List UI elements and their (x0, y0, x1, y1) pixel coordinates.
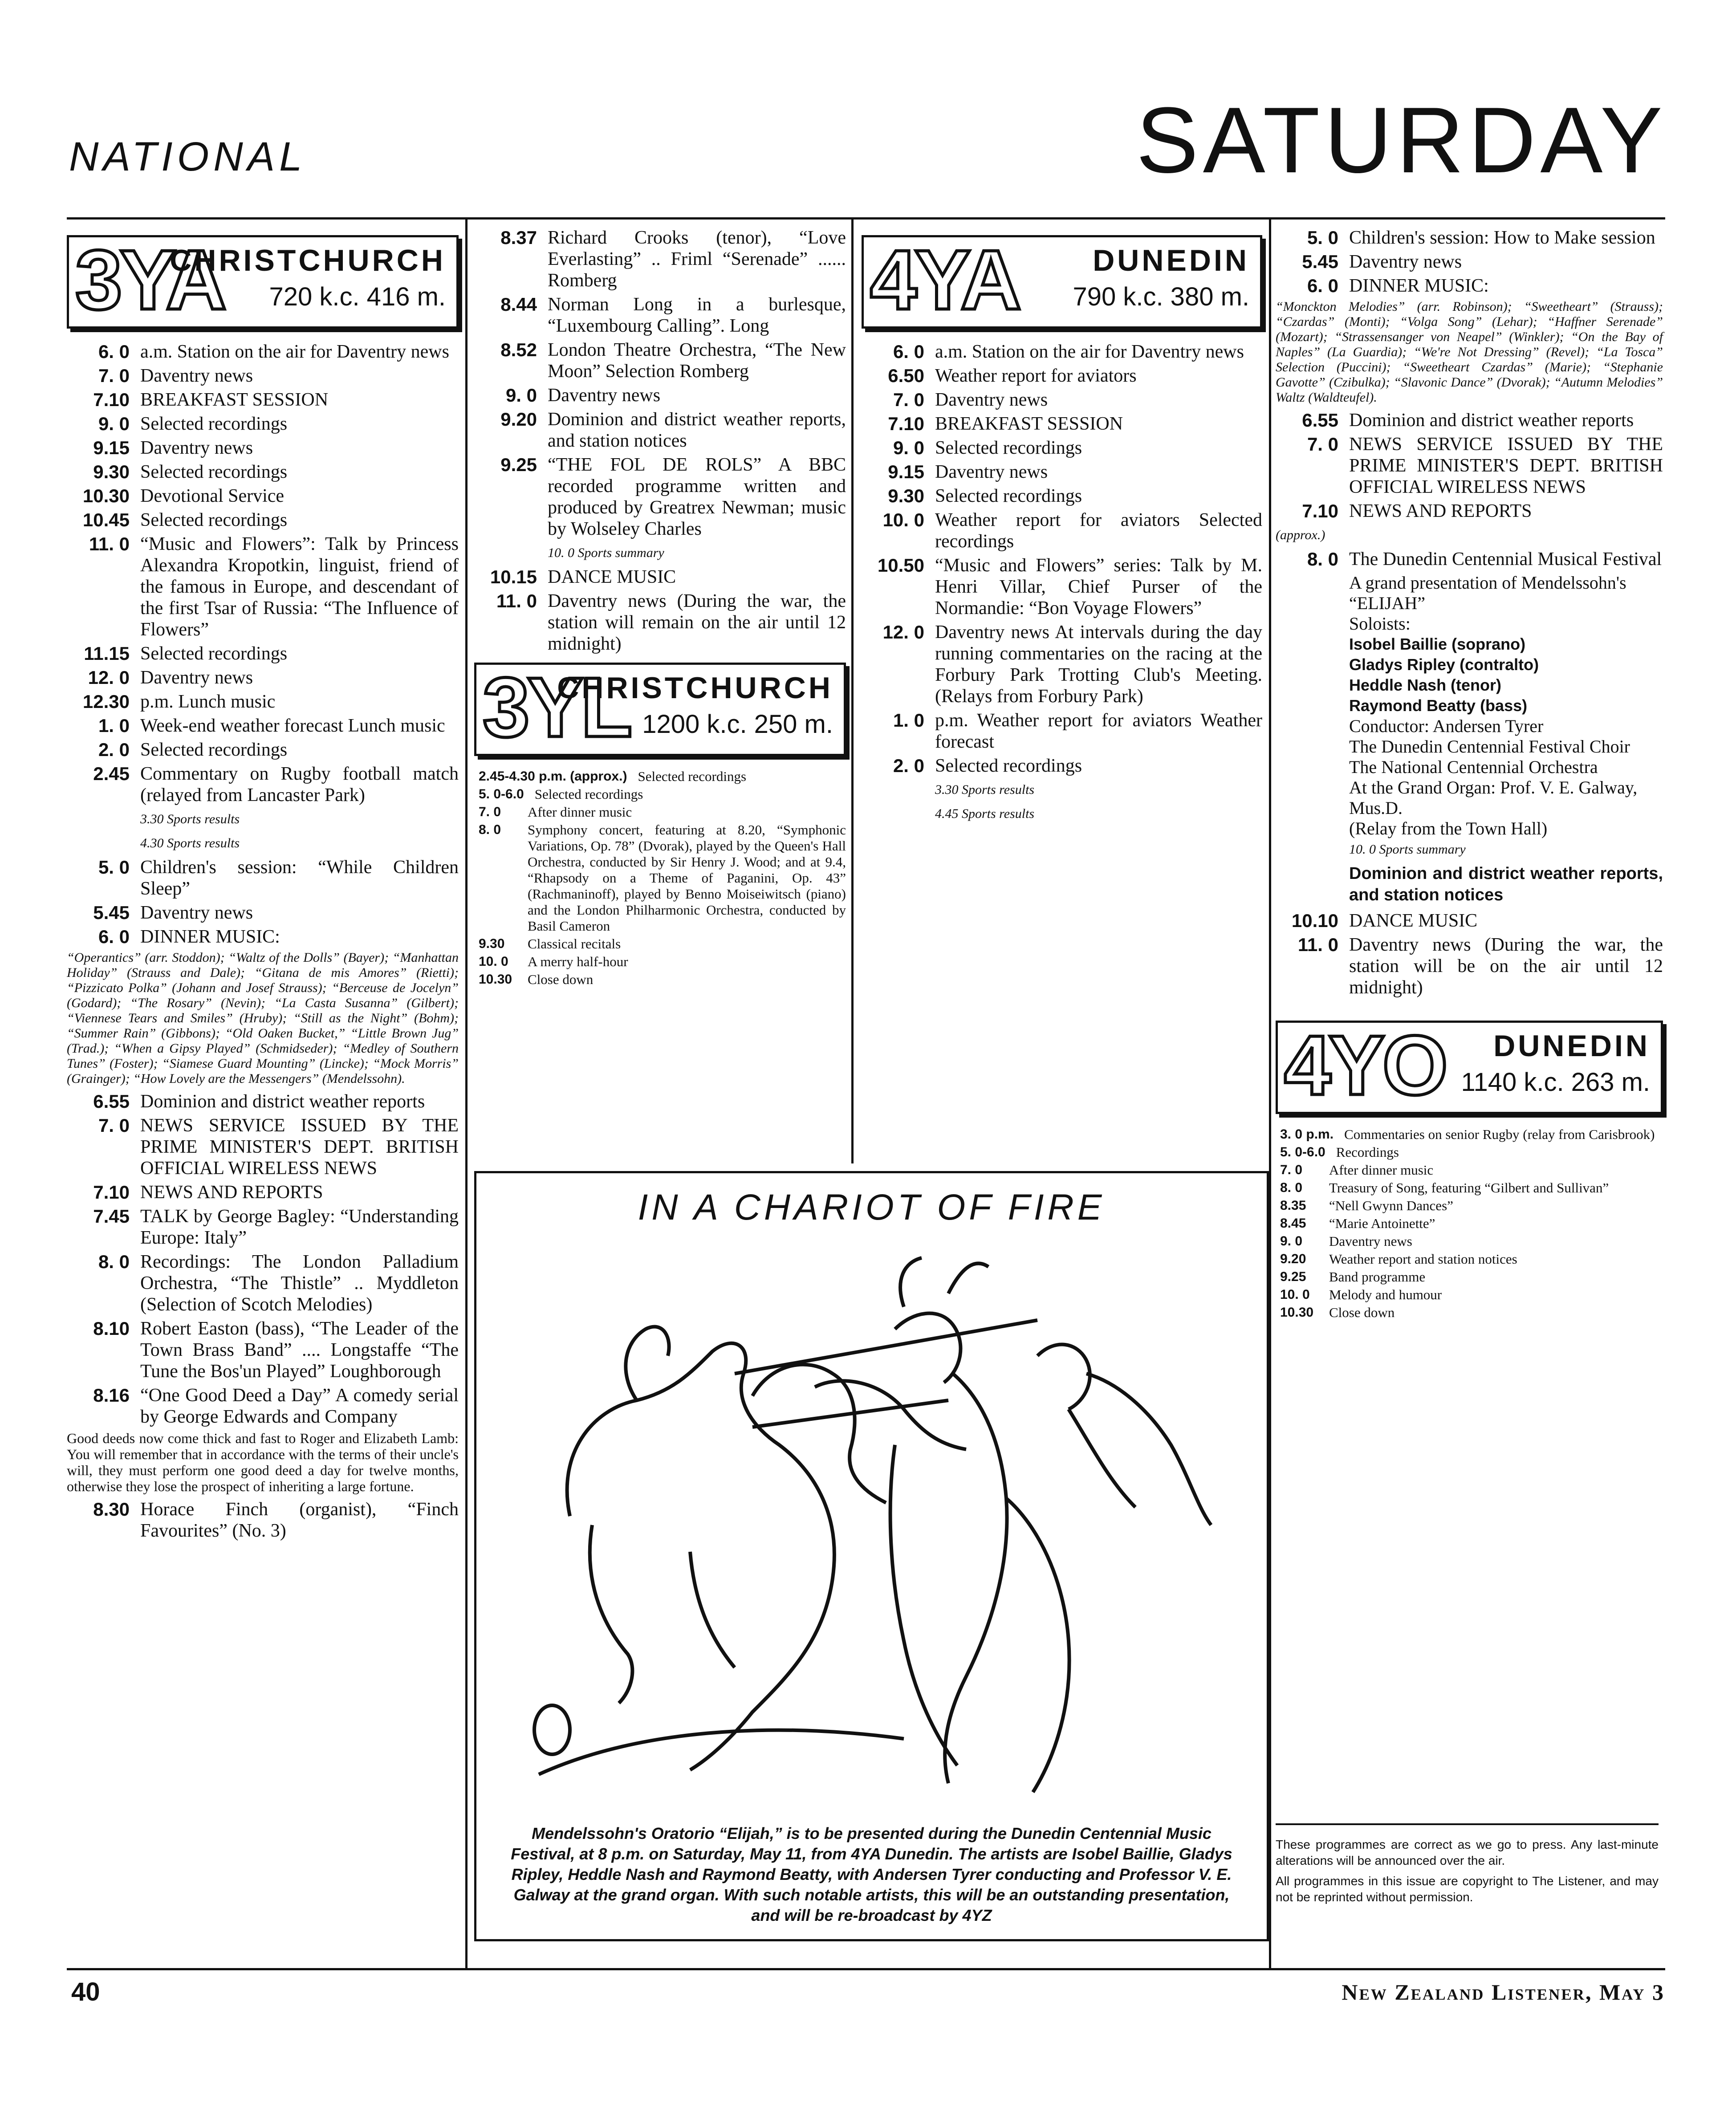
schedule-row (1276, 549, 1663, 570)
schedule-time: 5. 0 (1307, 227, 1338, 248)
schedule-description: A merry half-hour (528, 954, 628, 969)
sports-note: 4.30 Sports results (140, 836, 240, 850)
sports-note: 3.30 Sports results (935, 782, 1035, 797)
schedule-description: Daventry news (140, 903, 253, 923)
schedule-description: DANCE MUSIC (548, 567, 676, 587)
station-call: 3YL (483, 660, 630, 755)
schedule-row (862, 509, 1262, 552)
schedule-description: After dinner music (528, 804, 632, 820)
station-box-3ya (67, 235, 459, 329)
schedule-list (67, 857, 459, 948)
schedule-time: 8. 0 (1307, 549, 1338, 569)
schedule-row (67, 739, 459, 761)
schedule-time: 10.30 (82, 485, 130, 506)
sports-note: 10. 0 Sports summary (1349, 842, 1466, 857)
schedule-description: Dominion and district weather reports, and station notices (548, 409, 846, 451)
schedule-time: 7.45 (93, 1206, 130, 1227)
schedule-description: Daventry news (1329, 1233, 1412, 1249)
schedule-time: 8.44 (500, 294, 537, 315)
schedule-time: 2. 0 (893, 755, 924, 776)
schedule-description: Weather report for aviators Selected recordings (935, 510, 1262, 552)
schedule-time: 7.10 (93, 1182, 130, 1203)
schedule-time: 8.52 (500, 339, 537, 360)
schedule-description: Treasury of Song, featuring “Gilbert and Sullivan” (1329, 1180, 1609, 1196)
schedule-description: Daventry news (935, 390, 1048, 410)
schedule-time: 5.45 (93, 902, 130, 923)
schedule-description: Dominion and district weather reports (1349, 410, 1634, 431)
schedule-description: NEWS AND REPORTS (140, 1182, 323, 1203)
festival-line: Raymond Beatty (bass) (1349, 696, 1528, 715)
dinner-music-list: “Operantics” (arr. Stoddon); “Waltz of the Dolls” (Bayer); “Manhattan Holiday” (Strauss and Dale); “Gitana de mis Amores” (Rietti); “Pizzicato Polka” (Johann and Josef Strauss); “Berceuse de Jocelyn” (Godard); “The Rosary” (Nevin); “La Casta Susanna” (Gilbert); “Viennese Tears and Smiles” (Hruby); “Still as the Night” (Bohm); “Summer Rain” (Gibbons); “Old Oaken Bucket,” “Little Brown Jug” (Trad.); “When a Gipsy Played” (Schmidseder); “Medley of Southern Tunes” (Foster); “Siamese Guard Mounting” (Lincke); “Mock Morris” (Grainger); “How Lovely are the Messengers” (Mendelssohn). (67, 950, 459, 1086)
schedule-row (1276, 1305, 1663, 1321)
festival-line: The National Centennial Orchestra (1349, 757, 1598, 777)
schedule-time: 12. 0 (882, 622, 924, 643)
schedule-description: Commentary on Rugby football match (relayed from Lancaster Park) (140, 764, 459, 805)
sports-note: 3.30 Sports results (140, 812, 240, 826)
schedule-row (67, 1115, 459, 1179)
schedule-time: 7. 0 (1280, 1163, 1303, 1177)
schedule-description: Recordings: The London Palladium Orchestra, “The Thistle” .. Myddleton (Selection of Scotch Melodies) (140, 1252, 459, 1315)
schedule-time: 9.20 (1280, 1252, 1306, 1266)
schedule-description: “Marie Antoinette” (1329, 1216, 1435, 1231)
schedule-row (1276, 1162, 1663, 1178)
schedule-description: Recordings (1336, 1144, 1399, 1160)
schedule-row (67, 461, 459, 483)
schedule-row (67, 533, 459, 640)
schedule-list (67, 1091, 459, 1428)
schedule-description: Daventry news (140, 438, 253, 458)
illustration-title: IN A CHARIOT OF FIRE (638, 1187, 1106, 1228)
schedule-time: 10. 0 (1280, 1287, 1310, 1302)
station-frequency: 1200 k.c. 250 m. (642, 710, 833, 739)
schedule-row (474, 954, 846, 970)
schedule-row (1276, 1216, 1663, 1232)
schedule-description: Daventry news (140, 366, 253, 386)
column-divider-2 (851, 217, 854, 1163)
schedule-description: Symphony concert, featuring at 8.20, “Symphonic Variations, Op. 78” (Dvorak), played by the Queen's Hall Orchestra, conducted by Sir Henry J. Wood; and at 9.4, “Rhapsody on a Theme of Paganini, Op. 43” (Rachmaninoff), played by Benno Moiseiwitsch (piano) and the London Philharmonic Orchestra, conducted by Basil Cameron (528, 822, 846, 934)
schedule-description: DINNER MUSIC: (1349, 276, 1489, 296)
schedule-description: Daventry news (During the war, the station will be on the air until 12 midnight) (1349, 935, 1663, 998)
schedule-description: a.m. Station on the air for Daventry news (140, 342, 449, 362)
schedule-row (862, 461, 1262, 483)
schedule-description: a.m. Station on the air for Daventry news (935, 342, 1244, 362)
copyright-note: All programmes in this issue are copyright to The Listener, and may not be reprinted without permission. (1276, 1874, 1659, 1904)
copyright-notice (1276, 1837, 1659, 1905)
schedule-row (862, 755, 1262, 777)
schedule-description: Selected recordings (935, 756, 1082, 776)
schedule-row (862, 555, 1262, 619)
schedule-time: 10. 0 (479, 954, 508, 969)
schedule-row (67, 715, 459, 736)
schedule-time: 9. 0 (505, 385, 537, 406)
schedule-description: Dominion and district weather reports (140, 1091, 425, 1112)
schedule-description: After dinner music (1329, 1162, 1434, 1178)
schedule-time: 6.50 (888, 365, 924, 386)
schedule-description: p.m. Weather report for aviators Weather forecast (935, 710, 1262, 752)
schedule-description: Selected recordings (935, 438, 1082, 458)
schedule-row (67, 926, 459, 948)
schedule-time: 10.30 (1280, 1305, 1314, 1320)
station-box-4ya (862, 235, 1262, 329)
schedule-row (862, 485, 1262, 507)
station-city: DUNEDIN (1093, 244, 1249, 277)
day-heading: SATURDAY (1136, 88, 1667, 192)
schedule-row (1276, 1198, 1663, 1214)
schedule-description: Selected recordings (140, 462, 288, 482)
station-frequency: 790 k.c. 380 m. (1073, 282, 1249, 311)
column-4ya-cont (1276, 227, 1663, 1322)
schedule-row (474, 339, 846, 382)
schedule-row (67, 857, 459, 899)
schedule-time: 5. 0-6.0 (479, 787, 524, 801)
schedule-time: 3. 0 p.m. (1280, 1127, 1334, 1142)
schedule-description: Classical recitals (528, 936, 621, 952)
schedule-description: Selected recordings (638, 769, 747, 784)
schedule-description: Children's session: “While Children Sleep” (140, 857, 459, 899)
schedule-description: Horace Finch (organist), “Finch Favourites” (No. 3) (140, 1499, 459, 1541)
schedule-time: 9.15 (93, 437, 130, 458)
schedule-description: p.m. Lunch music (140, 691, 276, 712)
network-heading: NATIONAL (69, 134, 307, 179)
festival-line: At the Grand Organ: Prof. V. E. Galway, Mus.D. (1349, 777, 1638, 818)
festival-details (1276, 573, 1663, 839)
schedule-row (67, 691, 459, 712)
serial-description: Good deeds now come thick and fast to Roger and Elizabeth Lamb: You will remember that in accordance with the terms of their uncle's will, they must perform one good deed a day for twelve months, otherwise they lose the prospect of inheriting a large fortune. (67, 1430, 459, 1494)
schedule-description: Melody and humour (1329, 1287, 1442, 1302)
schedule-description: Commentaries on senior Rugby (relay from Carisbrook) (1344, 1127, 1655, 1142)
publication-line: New Zealand Listener, May 3 (1342, 1980, 1665, 2005)
schedule-time: 8.37 (500, 227, 537, 248)
top-rule (67, 217, 1665, 220)
schedule-row (1276, 910, 1663, 931)
schedule-list (67, 341, 459, 806)
schedule-time: 7.10 (888, 413, 924, 434)
schedule-row (474, 972, 846, 988)
schedule-row (67, 365, 459, 386)
schedule-time: 5.45 (1302, 251, 1338, 272)
schedule-row (67, 902, 459, 923)
schedule-row (67, 763, 459, 806)
schedule-time: 7. 0 (98, 365, 130, 386)
schedule-row (474, 936, 846, 952)
schedule-row (1276, 1144, 1663, 1160)
schedule-time: 2.45-4.30 p.m. (approx.) (479, 769, 627, 784)
footnote-rule (1276, 1823, 1659, 1825)
schedule-time: 10.15 (490, 566, 537, 587)
schedule-time: 6.55 (1302, 410, 1338, 431)
schedule-row (862, 341, 1262, 362)
schedule-row (1276, 434, 1663, 498)
schedule-time: 6. 0 (98, 341, 130, 362)
schedule-list (474, 566, 846, 655)
schedule-row (67, 1182, 459, 1203)
festival-line: Isobel Baillie (soprano) (1349, 635, 1526, 653)
approx-note: (approx.) (1276, 528, 1325, 542)
festival-line: The Dunedin Centennial Festival Choir (1349, 736, 1630, 756)
schedule-description: “THE FOL DE ROLS” A BBC recorded programme written and produced by Greatrex Newman; music by Wolseley Charles (548, 455, 846, 539)
schedule-description: Close down (1329, 1305, 1395, 1320)
station-box-4yo (1276, 1018, 1663, 1114)
schedule-description: Daventry news (935, 462, 1048, 482)
schedule-description: Band programme (1329, 1269, 1426, 1285)
schedule-description: Devotional Service (140, 486, 285, 506)
schedule-list (1276, 227, 1663, 297)
schedule-description: Close down (528, 972, 594, 987)
schedule-description: Norman Long in a burlesque, “Luxembourg Calling”. Long (548, 294, 846, 336)
schedule-time: 10.10 (1291, 910, 1338, 931)
schedule-time: 9.20 (500, 409, 537, 430)
schedule-time: 6. 0 (893, 341, 924, 362)
schedule-description: NEWS SERVICE ISSUED BY THE PRIME MINISTER'S DEPT. BRITISH OFFICIAL WIRELESS NEWS (1349, 434, 1663, 497)
schedule-time: 8. 0 (479, 822, 501, 837)
schedule-time: 11. 0 (496, 590, 537, 611)
schedule-time: 10.30 (479, 972, 512, 987)
schedule-list (474, 227, 846, 540)
schedule-description: Daventry news At intervals during the day running commentaries on the racing at the Forbury Park Trotting Club's Meeting. (Relays from Forbury Park) (935, 622, 1262, 707)
schedule-row (1276, 275, 1663, 297)
schedule-row (67, 1251, 459, 1315)
schedule-row (862, 365, 1262, 386)
station-city: CHRISTCHURCH (170, 244, 446, 277)
schedule-row (474, 566, 846, 588)
schedule-description: DANCE MUSIC (1349, 911, 1478, 931)
station-frequency: 720 k.c. 416 m. (269, 282, 446, 311)
schedule-description: “Music and Flowers”: Talk by Princess Alexandra Kropotkin, linguist, friend of the famous in Europe, and descendant of the first Tsar of Russia: “The Influence of Flowers” (140, 534, 459, 640)
schedule-row (1276, 1127, 1663, 1143)
schedule-time: 7. 0 (893, 389, 924, 410)
schedule-description: NEWS SERVICE ISSUED BY THE PRIME MINISTER'S DEPT. BRITISH OFFICIAL WIRELESS NEWS (140, 1115, 459, 1179)
schedule-time: 10.45 (82, 509, 130, 530)
column-4ya (862, 227, 1262, 827)
schedule-time: 6. 0 (98, 926, 130, 947)
schedule-time: 5. 0-6.0 (1280, 1145, 1325, 1159)
schedule-list (67, 1499, 459, 1541)
schedule-time: 8. 0 (1280, 1180, 1303, 1195)
schedule-description: Selected recordings (935, 486, 1082, 506)
schedule-time: 11.15 (84, 643, 130, 664)
schedule-list (1276, 1127, 1663, 1321)
schedule-time: 9.30 (479, 936, 505, 951)
schedule-description: Daventry news (During the war, the station will remain on the air until 12 midnight) (548, 591, 846, 654)
schedule-time: 2. 0 (98, 739, 130, 760)
schedule-time: 7. 0 (98, 1115, 130, 1136)
schedule-time: 9. 0 (98, 413, 130, 434)
schedule-description: Daventry news (140, 667, 253, 688)
schedule-time: 5. 0 (98, 857, 130, 878)
festival-line: Soloists: (1349, 614, 1411, 634)
station-call: 3YA (75, 233, 224, 327)
festival-line: Gladys Ripley (contralto) (1349, 655, 1539, 674)
schedule-time: 11. 0 (89, 533, 130, 554)
schedule-row (1276, 1269, 1663, 1285)
station-city: CHRISTCHURCH (557, 671, 833, 705)
weather-notice: Dominion and district weather reports, and station notices (1349, 864, 1663, 904)
schedule-row (474, 294, 846, 337)
schedule-row (67, 667, 459, 688)
schedule-row (474, 786, 846, 802)
schedule-time: 9. 0 (1280, 1234, 1303, 1249)
schedule-description: Children's session: How to Make session (1349, 228, 1655, 248)
schedule-time: 10.50 (877, 555, 924, 576)
schedule-description: Week-end weather forecast Lunch music (140, 716, 445, 736)
schedule-row (862, 413, 1262, 435)
schedule-list (474, 769, 846, 988)
schedule-row (474, 227, 846, 291)
schedule-row (67, 437, 459, 459)
column-3ya (67, 227, 459, 1544)
schedule-row (1276, 1251, 1663, 1267)
schedule-time: 8. 0 (98, 1251, 130, 1272)
schedule-time: 8.30 (93, 1499, 130, 1520)
schedule-time: 9. 0 (893, 437, 924, 458)
schedule-row (474, 822, 846, 934)
schedule-row (67, 1206, 459, 1249)
festival-line: A grand presentation of Mendelssohn's “ELIJAH” (1349, 573, 1626, 613)
schedule-row (1276, 934, 1663, 998)
illustration-box (474, 1171, 1269, 1941)
schedule-time: 12.30 (82, 691, 130, 712)
schedule-row (474, 804, 846, 820)
schedule-time: 7.10 (1302, 500, 1338, 521)
schedule-row (1276, 1180, 1663, 1196)
schedule-description: NEWS AND REPORTS (1349, 501, 1532, 521)
schedule-row (1276, 227, 1663, 248)
schedule-time: 9.30 (888, 485, 924, 506)
schedule-row (1276, 500, 1663, 522)
schedule-list (1276, 410, 1663, 522)
bottom-rule (67, 1968, 1665, 1970)
schedule-description: “One Good Deed a Day” A comedy serial by George Edwards and Company (140, 1385, 459, 1427)
schedule-row (67, 1318, 459, 1382)
sports-note: 4.45 Sports results (935, 806, 1035, 821)
schedule-row (1276, 1287, 1663, 1303)
schedule-description: London Theatre Orchestra, “The New Moon” Selection Romberg (548, 340, 846, 382)
schedule-description: BREAKFAST SESSION (140, 390, 329, 410)
schedule-time: 6.55 (93, 1091, 130, 1112)
schedule-row (67, 1091, 459, 1112)
schedule-list (1276, 910, 1663, 998)
schedule-row (67, 341, 459, 362)
column-divider-3 (1269, 217, 1271, 1969)
schedule-row (67, 389, 459, 411)
schedule-description: The Dunedin Centennial Musical Festival (1349, 549, 1662, 569)
schedule-description: Daventry news (548, 385, 661, 406)
schedule-description: Robert Easton (bass), “The Leader of the Town Brass Band” .... Longstaffe “The Tune the Bos'un Played” Loughborough (140, 1318, 459, 1382)
column-divider-1 (465, 217, 468, 1969)
festival-line: Heddle Nash (tenor) (1349, 676, 1502, 694)
schedule-row (862, 710, 1262, 752)
schedule-list (862, 341, 1262, 777)
schedule-description: Selected recordings (140, 510, 288, 530)
schedule-row (67, 509, 459, 531)
schedule-time: 8.45 (1280, 1216, 1306, 1231)
station-call: 4YO (1284, 1018, 1446, 1113)
column-3ya-cont (474, 227, 846, 989)
schedule-row (474, 454, 846, 540)
correct-note: These programmes are correct as we go to press. Any last-minute alterations will be announced over the air. (1276, 1838, 1659, 1867)
schedule-row (1276, 251, 1663, 272)
schedule-description: Selected recordings (534, 786, 643, 802)
schedule-time: 8.16 (93, 1385, 130, 1406)
station-call: 4YA (870, 233, 1019, 327)
schedule-description: Weather report for aviators (935, 366, 1137, 386)
station-frequency: 1140 k.c. 263 m. (1461, 1068, 1650, 1097)
schedule-row (862, 389, 1262, 411)
schedule-time: 9.25 (1280, 1269, 1306, 1284)
schedule-row (1276, 1233, 1663, 1249)
schedule-row (862, 622, 1262, 707)
schedule-row (474, 769, 846, 785)
schedule-description: Richard Crooks (tenor), “Love Everlasting” .. Friml “Serenade” ...... Romberg (548, 228, 846, 291)
schedule-time: 7.10 (93, 389, 130, 410)
schedule-description: DINNER MUSIC: (140, 927, 280, 947)
station-city: DUNEDIN (1493, 1029, 1650, 1063)
schedule-description: “Nell Gwynn Dances” (1329, 1198, 1453, 1213)
schedule-row (67, 1385, 459, 1428)
schedule-description: Daventry news (1349, 252, 1462, 272)
schedule-row (1276, 410, 1663, 431)
schedule-description: “Music and Flowers” series: Talk by M. Henri Villar, Chief Purser of the Normandie: “Bon Voyage Flowers” (935, 555, 1262, 618)
dinner-music-list: “Monckton Melodies” (arr. Robinson); “Sweetheart” (Strauss); “Czardas” (Monti); “Volga Song” (Lehar); “Haffner Serenade” (Mozart); “Strassensanger von Neapel” (Winkler); “On the Bay of Naples” (La Guardia); “We're Not Dressing” (Revel); “La Tosca” Selection (Puccini); “Sweetheart Czardas” (Marie); “Stephanie Gavotte” (Czibulka); “Slavonic Dance” (Dvorak); “Autumn Melodies” Waltz (Waldteufel). (1276, 299, 1663, 405)
schedule-row (67, 643, 459, 664)
chariot-illustration (503, 1240, 1240, 1806)
schedule-time: 9.30 (93, 461, 130, 482)
schedule-time: 12. 0 (88, 667, 130, 688)
station-box-3yl (474, 660, 846, 756)
schedule-row (67, 1499, 459, 1541)
schedule-time: 11. 0 (1297, 934, 1338, 955)
schedule-time: 1. 0 (98, 715, 130, 736)
schedule-row (862, 437, 1262, 459)
schedule-time: 7. 0 (1307, 434, 1338, 455)
schedule-time: 7. 0 (479, 805, 501, 819)
schedule-description: Selected recordings (140, 643, 288, 664)
schedule-row (474, 409, 846, 451)
schedule-time: 10. 0 (882, 509, 924, 530)
schedule-time: 6. 0 (1307, 275, 1338, 296)
schedule-time: 9.25 (500, 454, 537, 475)
schedule-description: BREAKFAST SESSION (935, 414, 1123, 434)
schedule-description: Weather report and station notices (1329, 1251, 1517, 1267)
schedule-time: 9.15 (888, 461, 924, 482)
schedule-description: Selected recordings (140, 740, 288, 760)
schedule-list (1276, 549, 1663, 570)
schedule-time: 8.10 (93, 1318, 130, 1339)
illustration-caption: Mendelssohn's Oratorio “Elijah,” is to be presented during the Dunedin Centennial Music Festival, at 8 p.m. on Saturday, May 11, from 4YA Dunedin. The artists are Isobel Baillie, Gladys Ripley, Heddle Nash and Raymond Beatty, with Andersen Tyrer conducting and Professor V. E. Galway at the grand organ. With such notable artists, this will be an outstanding presentation, and will be re-broadcast by 4YZ (511, 1824, 1232, 1924)
schedule-row (474, 385, 846, 406)
schedule-row (474, 590, 846, 655)
festival-line: Conductor: Andersen Tyrer (1349, 716, 1544, 736)
sports-note: 10. 0 Sports summary (548, 545, 664, 560)
page-number: 40 (71, 1977, 100, 2006)
festival-line: (Relay from the Town Hall) (1349, 818, 1548, 838)
schedule-description: TALK by George Bagley: “Understanding Europe: Italy” (140, 1206, 459, 1248)
schedule-description: Selected recordings (140, 414, 288, 434)
schedule-time: 8.35 (1280, 1198, 1306, 1213)
schedule-time: 2.45 (93, 763, 130, 784)
schedule-time: 1. 0 (893, 710, 924, 731)
schedule-row (67, 413, 459, 435)
schedule-row (67, 485, 459, 507)
